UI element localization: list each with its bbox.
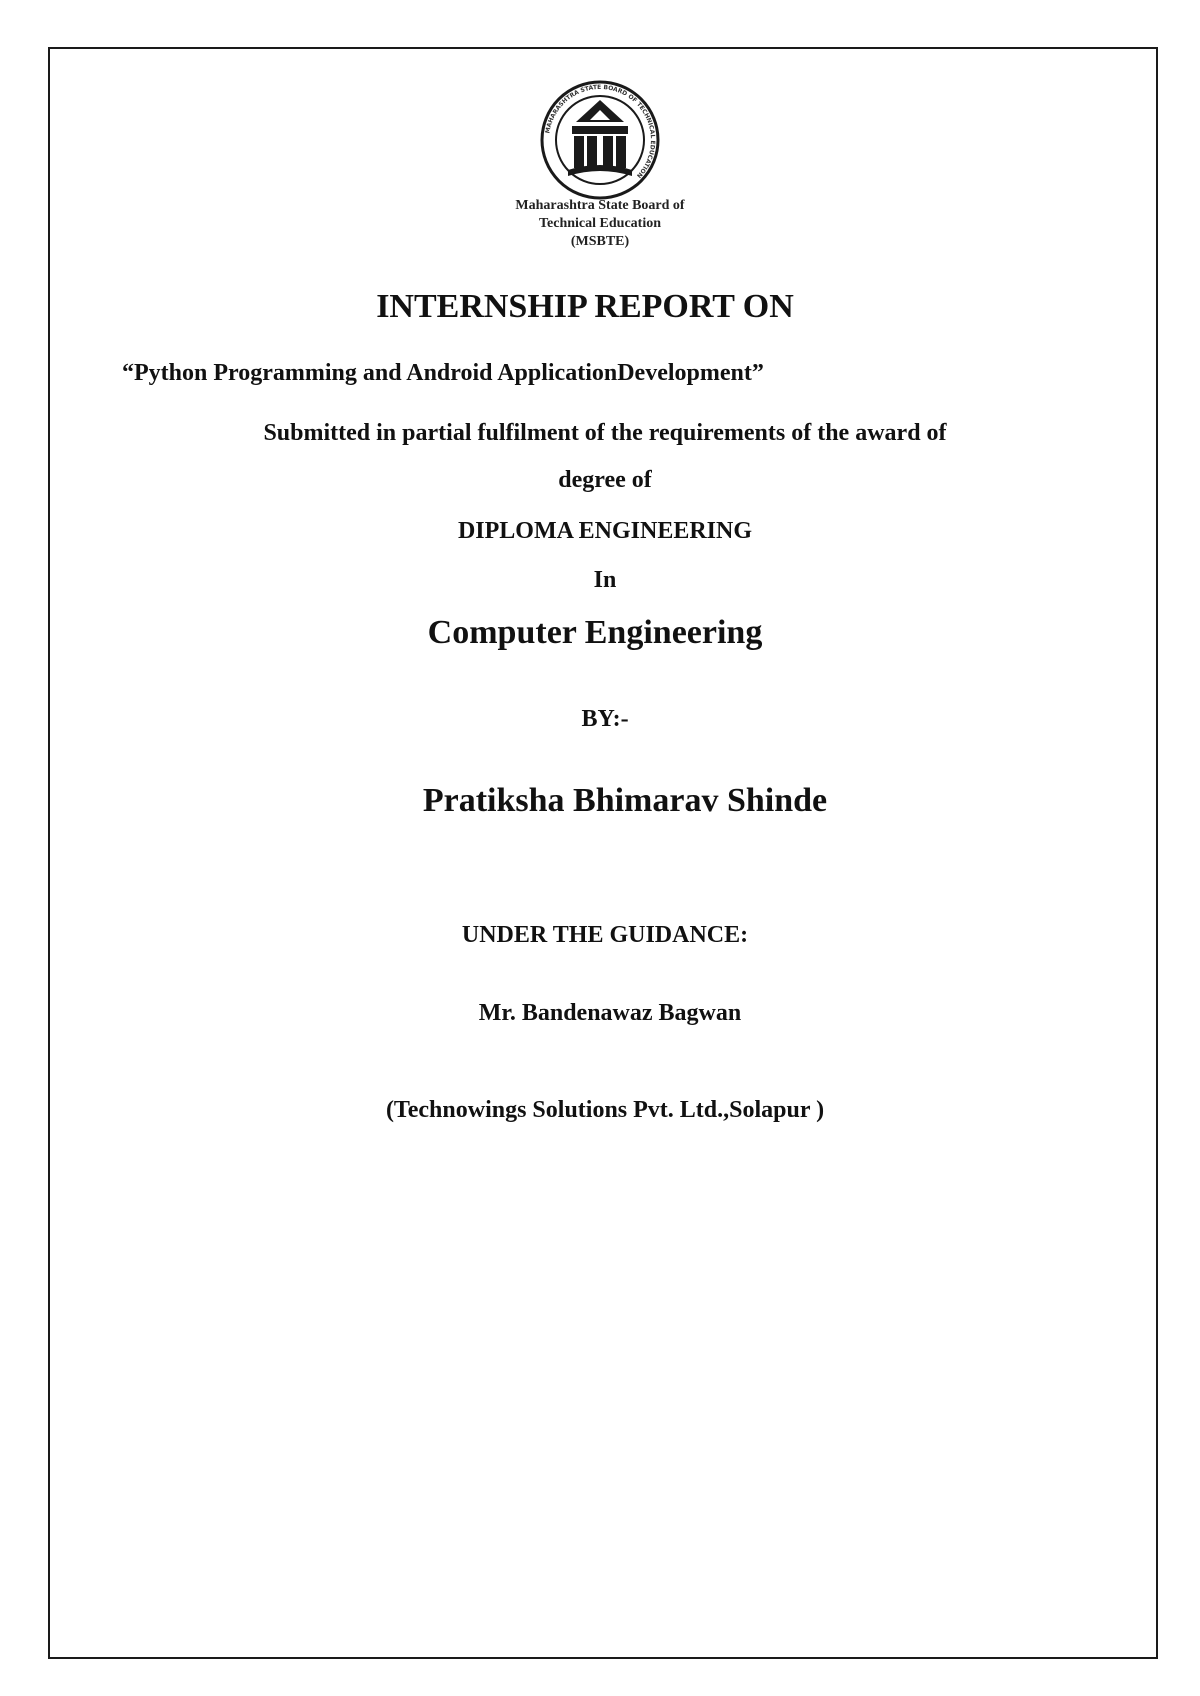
degree-name: DIPLOMA ENGINEERING [457, 518, 753, 544]
logo-caption-line-1: Maharashtra State Board of [515, 198, 685, 213]
report-topic: “Python Programming and Android ApplicationDevelopment” [122, 360, 764, 386]
by-label: BY:- [581, 706, 629, 732]
branch-name: Computer Engineering [427, 614, 763, 651]
submission-line-2: degree of [558, 467, 652, 493]
seal-text: MAHARASHTRA STATE BOARD OF TECHNICAL EDUCATION [544, 83, 657, 180]
guidance-label: UNDER THE GUIDANCE: [461, 922, 749, 948]
student-name: Pratiksha Bhimarav Shinde [422, 782, 828, 819]
guide-name: Mr. Bandenawaz Bagwan [478, 1000, 742, 1026]
company-name: (Technowings Solutions Pvt. Ltd.,Solapur ) [385, 1097, 825, 1123]
logo-caption-line-3: (MSBTE) [570, 234, 630, 249]
logo-caption [440, 197, 760, 251]
logo-caption-line-2: Technical Education [538, 216, 661, 231]
report-heading: INTERNSHIP REPORT ON [376, 288, 794, 325]
in-label: In [593, 567, 617, 593]
submission-line-1: Submitted in partial fulfilment of the requirements of the award of [263, 420, 947, 446]
